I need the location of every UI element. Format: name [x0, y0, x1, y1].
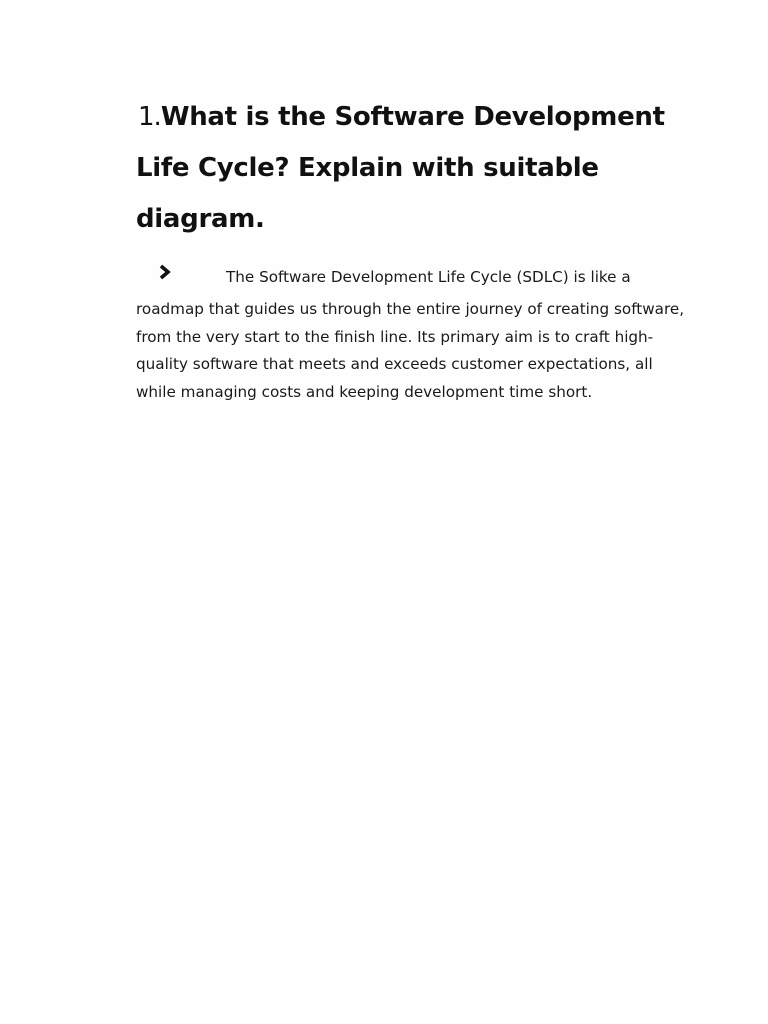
answer-first-line	[136, 262, 688, 292]
question-title: What is the Software Development Life Cycle? Explain with suitable diagram.	[136, 102, 665, 234]
answer-line: roadmap that guides us through the entire journey of creating software,	[136, 300, 685, 318]
answer-line: while managing costs and keeping development time short.	[136, 382, 593, 401]
answer-body	[136, 296, 688, 406]
answer-line: quality software that meets and exceeds customer expectations, all	[136, 355, 653, 373]
question-number: 1.	[138, 102, 161, 132]
question-heading	[136, 92, 696, 245]
chevron-right-icon	[158, 262, 172, 280]
answer-line-first: The Software Development Life Cycle (SDLC) is like a	[226, 268, 631, 286]
answer-line: from the very start to the finish line. Its primary aim is to craft high-	[136, 327, 654, 346]
answer-paragraph	[136, 262, 688, 406]
